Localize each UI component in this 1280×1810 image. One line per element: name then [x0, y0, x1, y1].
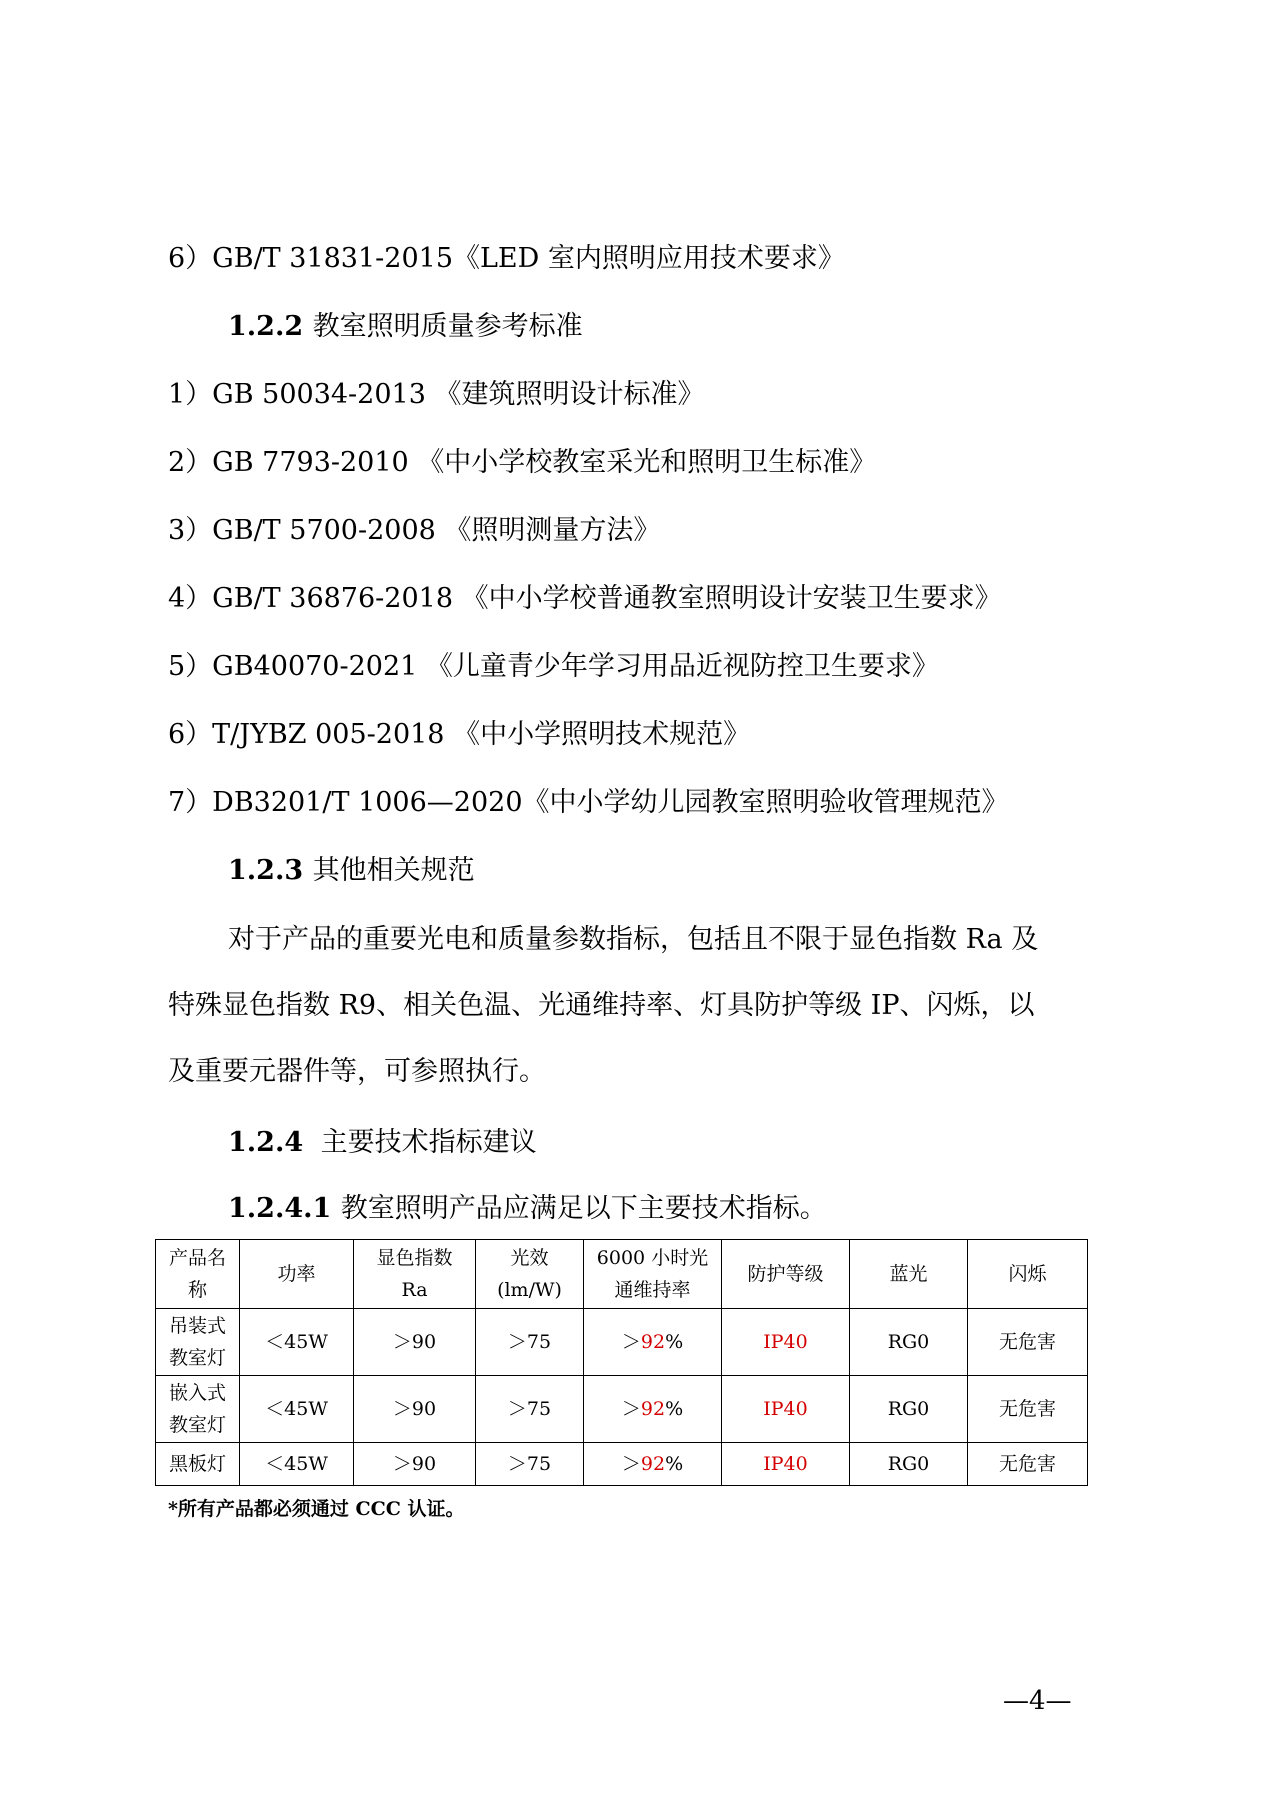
cell-product-name: 吊装式 教室灯: [156, 1309, 240, 1376]
header-ip: 防护等级: [722, 1240, 850, 1309]
header-product-name: 产品名 称: [156, 1240, 240, 1309]
table-row: [156, 1443, 1088, 1486]
section-number: 1.2.4: [228, 1127, 304, 1158]
header-flicker: 闪烁: [968, 1240, 1088, 1309]
cell-blue-light: RG0: [850, 1309, 968, 1376]
section-heading-1-2-2: [228, 313, 583, 340]
cell-blue-light: RG0: [850, 1376, 968, 1443]
cell-flicker: 无危害: [968, 1443, 1088, 1486]
certification-note: *所有产品都必须通过 CCC 认证。: [168, 1498, 465, 1520]
paragraph-other-specs: [168, 907, 1132, 1105]
header-efficacy: 光效 (lm/W): [476, 1240, 584, 1309]
section-title: 主要技术指标建议: [320, 1127, 537, 1158]
section-number: 1.2.4.1: [228, 1193, 332, 1224]
table-header-row: [156, 1240, 1088, 1309]
cell-power: ＜45W: [240, 1309, 354, 1376]
section-title: 其他相关规范: [312, 855, 475, 886]
section-title: 教室照明产品应满足以下主要技术指标。: [340, 1193, 827, 1224]
cell-maintenance: ＞92%: [584, 1376, 722, 1443]
header-blue-light: 蓝光: [850, 1240, 968, 1309]
section-title: 教室照明质量参考标准: [312, 311, 583, 342]
section-heading-1-2-4: [228, 1129, 537, 1156]
standard-item-1: 1）GB 50034-2013 《建筑照明设计标准》: [168, 379, 705, 410]
paragraph-line: 特殊显色指数 R9、相关色温、光通维持率、灯具防护等级 IP、闪烁，以: [168, 990, 1035, 1021]
header-power: 功率: [240, 1240, 354, 1309]
section-heading-1-2-4-1: [228, 1195, 827, 1222]
header-ra: 显色指数 Ra: [354, 1240, 476, 1309]
section-heading-1-2-3: [228, 857, 475, 884]
section-number: 1.2.3: [228, 855, 304, 886]
standard-item-5: 5）GB40070-2021 《儿童青少年学习用品近视防控卫生要求》: [168, 651, 939, 682]
cell-ip: IP40: [722, 1309, 850, 1376]
standard-item-6-led: 6）GB/T 31831-2015《LED 室内照明应用技术要求》: [168, 243, 845, 274]
cell-power: ＜45W: [240, 1443, 354, 1486]
cell-flicker: 无危害: [968, 1376, 1088, 1443]
page-number: —4—: [1003, 1686, 1072, 1716]
standard-item-3: 3）GB/T 5700-2008 《照明测量方法》: [168, 515, 661, 546]
standard-item-4: 4）GB/T 36876-2018 《中小学校普通教室照明设计安装卫生要求》: [168, 583, 1002, 614]
cell-product-name: 黑板灯: [156, 1443, 240, 1486]
cell-ra: ＞90: [354, 1309, 476, 1376]
standard-item-7: 7）DB3201/T 1006—2020《中小学幼儿园教室照明验收管理规范》: [168, 787, 1009, 818]
header-maintenance: 6000 小时光 通维持率: [584, 1240, 722, 1309]
cell-maintenance: ＞92%: [584, 1309, 722, 1376]
cell-efficacy: ＞75: [476, 1309, 584, 1376]
paragraph-line: 对于产品的重要光电和质量参数指标，包括且不限于显色指数 Ra 及: [228, 924, 1039, 955]
cell-ip: IP40: [722, 1376, 850, 1443]
cell-ra: ＞90: [354, 1443, 476, 1486]
cell-blue-light: RG0: [850, 1443, 968, 1486]
standard-item-2: 2）GB 7793-2010 《中小学校教室采光和照明卫生标准》: [168, 447, 877, 478]
cell-product-name: 嵌入式 教室灯: [156, 1376, 240, 1443]
cell-maintenance: ＞92%: [584, 1443, 722, 1486]
table-row: [156, 1376, 1088, 1443]
standard-item-6: 6）T/JYBZ 005-2018 《中小学照明技术规范》: [168, 719, 751, 750]
section-number: 1.2.2: [228, 311, 304, 342]
cell-ip: IP40: [722, 1443, 850, 1486]
cell-power: ＜45W: [240, 1376, 354, 1443]
table-row: [156, 1309, 1088, 1376]
spec-table: [155, 1239, 1088, 1486]
paragraph-line: 及重要元器件等，可参照执行。: [168, 1056, 546, 1087]
cell-flicker: 无危害: [968, 1309, 1088, 1376]
cell-efficacy: ＞75: [476, 1376, 584, 1443]
cell-ra: ＞90: [354, 1376, 476, 1443]
cell-efficacy: ＞75: [476, 1443, 584, 1486]
